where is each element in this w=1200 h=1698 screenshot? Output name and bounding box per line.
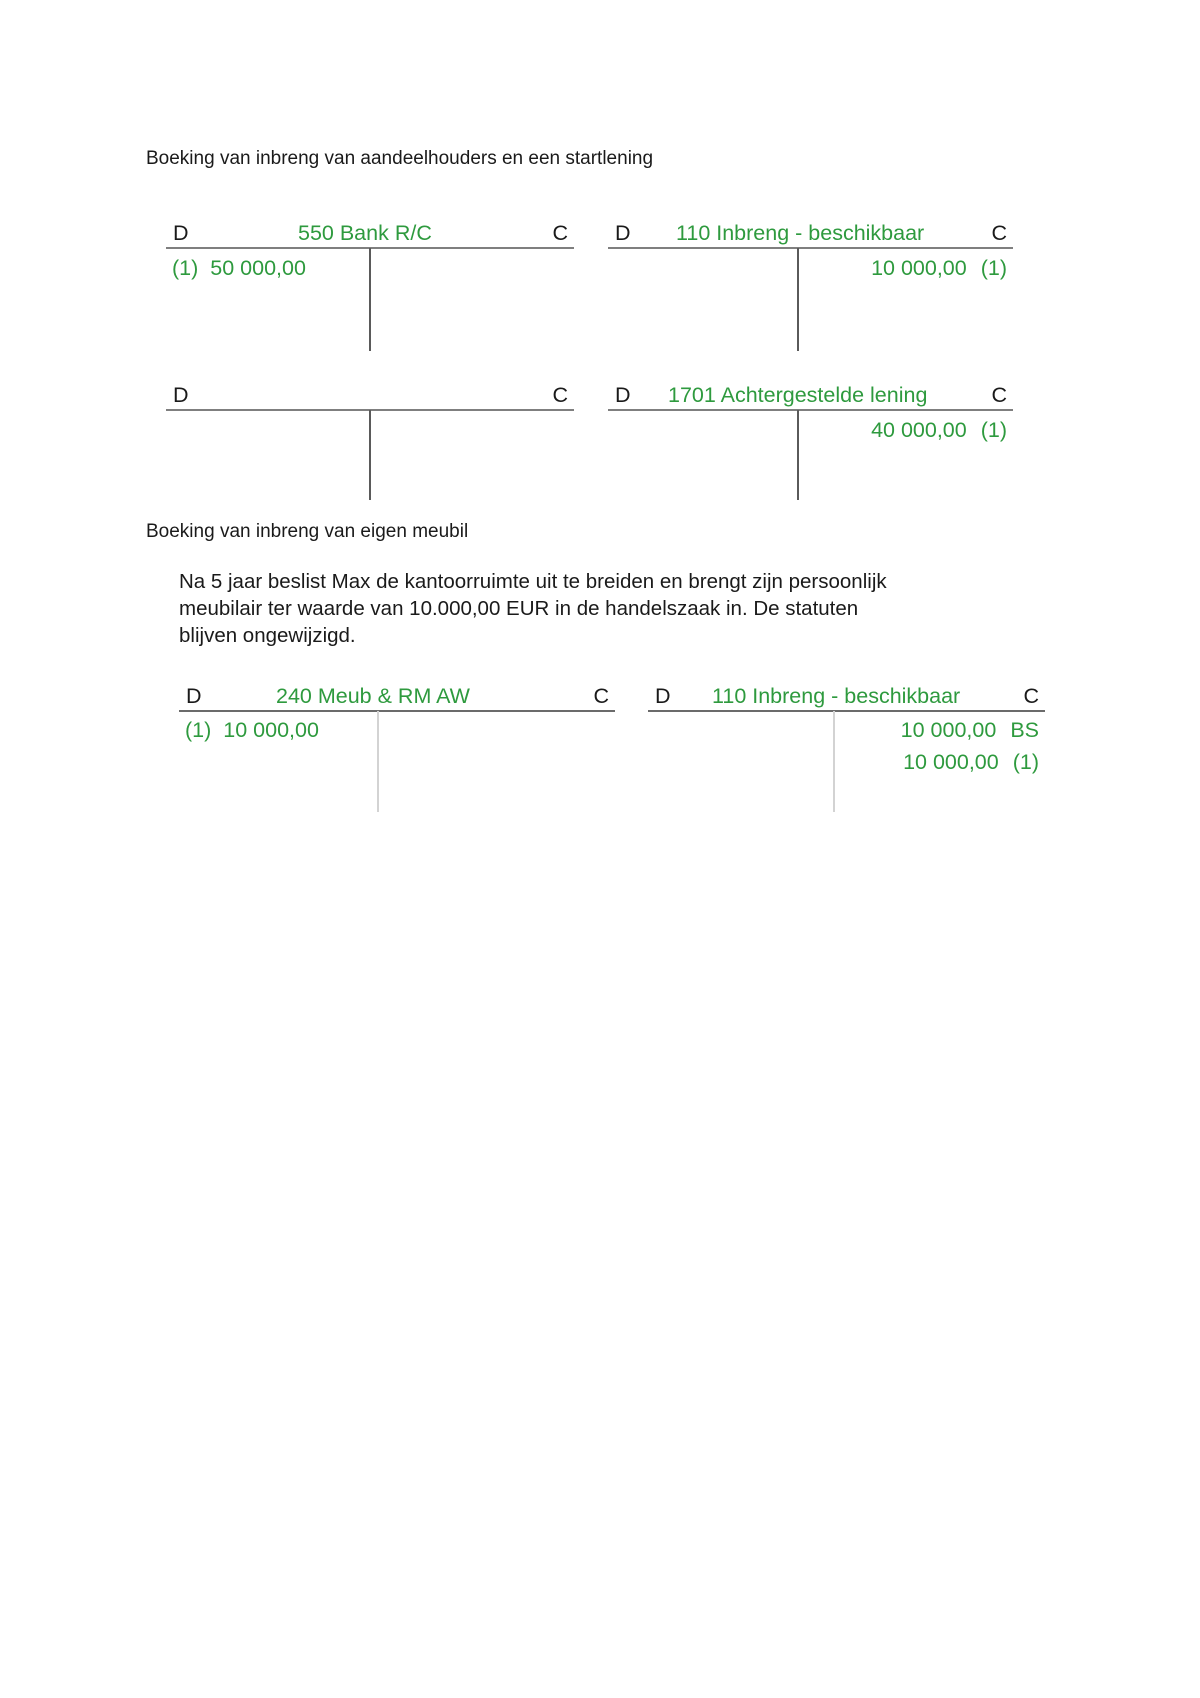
t-account-divider [369,248,371,351]
entry-ref: (1) [172,256,199,280]
t-account-divider [797,410,799,500]
entry-amount: 10 000,00 [871,256,967,280]
section-heading-startlening: Boeking van inbreng van aandeelhouders en een startlening [146,148,654,169]
t-account-meubilair [179,684,615,812]
entry-amount: 10 000,00 [223,718,319,742]
entry-ref: (1) [980,256,1007,280]
entry-amount: 40 000,00 [871,418,967,442]
exercise-paragraph [179,568,999,649]
credit-entry [871,418,1007,443]
credit-entry [871,256,1007,281]
account-title: 1701 Achtergestelde lening [668,383,928,407]
t-account-inbreng-meubil [648,684,1045,812]
t-account-divider [377,711,379,812]
account-title: 240 Meub & RM AW [276,684,470,708]
entry-amount: 10 000,00 [903,750,999,774]
credit-label: C [991,383,1007,407]
t-account-divider [369,410,371,500]
entry-ref: (1) [980,418,1007,442]
t-account-bank [166,221,574,352]
debit-label: D [615,383,631,407]
entry-amount: 50 000,00 [210,256,306,280]
paragraph-line: blijven ongewijzigd. [179,624,356,647]
credit-label: C [593,684,609,708]
account-title: 110 Inbreng - beschikbaar [712,684,961,708]
debit-label: D [173,383,189,407]
debit-label: D [615,221,631,245]
debit-label: D [655,684,671,708]
t-account-divider [797,248,799,351]
section-heading-meubil: Boeking van inbreng van eigen meubil [146,521,469,542]
t-account-inbreng [608,221,1013,352]
credit-label: C [991,221,1007,245]
entry-ref: (1) [185,718,212,742]
t-account-lening [608,383,1013,501]
credit-label: C [552,221,568,245]
credit-entry [903,750,1039,775]
account-title: 110 Inbreng - beschikbaar [676,221,925,245]
paragraph-line: meubilair ter waarde van 10.000,00 EUR in de handelszaak in. De statuten [179,597,859,620]
debit-entry [172,256,306,281]
t-account-empty [166,383,574,501]
credit-label: C [1023,684,1039,708]
debit-label: D [186,684,202,708]
entry-ref: BS [1010,718,1039,742]
debit-entry [185,718,319,743]
t-account-header-rule [166,383,574,411]
account-title: 550 Bank R/C [298,221,432,245]
debit-label: D [173,221,189,245]
paragraph-line: Na 5 jaar beslist Max de kantoorruimte uit te breiden en brengt zijn persoonlijk [179,570,887,593]
entry-amount: 10 000,00 [900,718,997,742]
t-account-divider [833,711,835,812]
entry-ref: (1) [1012,750,1039,774]
credit-label: C [552,383,568,407]
credit-entry [901,718,1039,743]
